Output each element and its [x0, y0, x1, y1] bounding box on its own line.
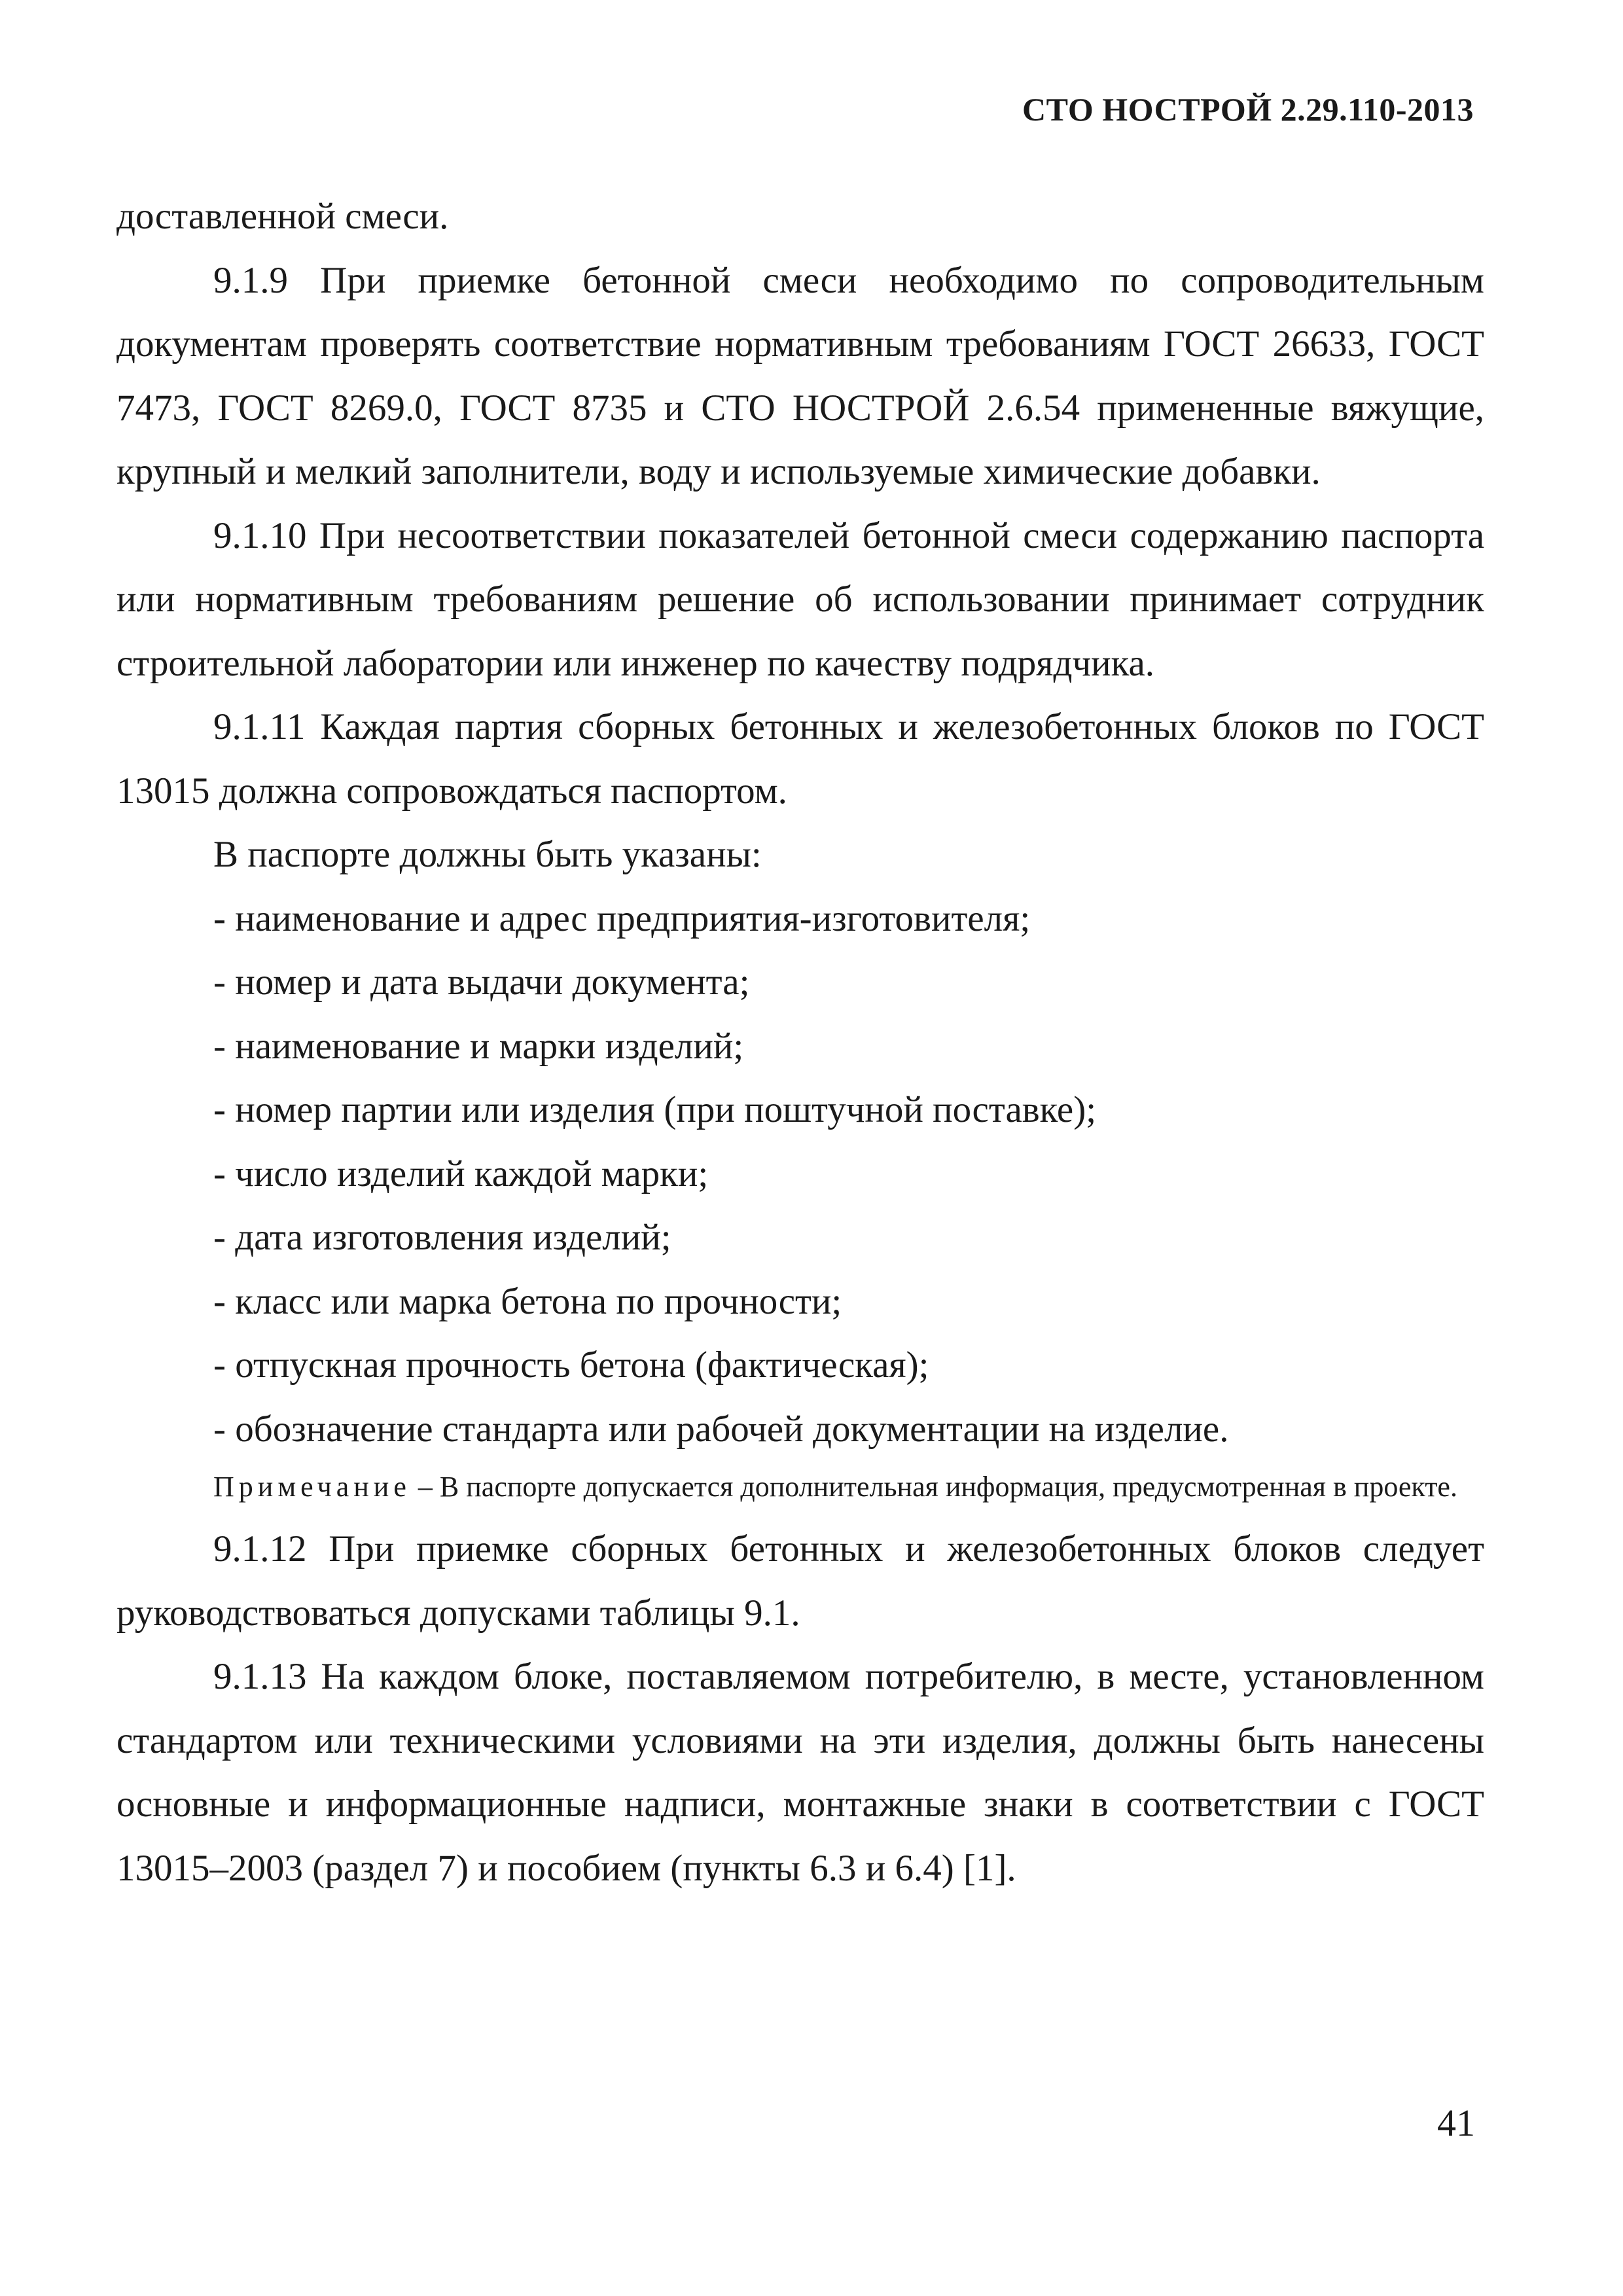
list-item: - отпускная прочность бетона (фактическая);: [213, 1344, 929, 1386]
list-item: - обозначение стандарта или рабочей документации на изделие.: [213, 1408, 1229, 1450]
list-item: - дата изготовления изделий;: [213, 1217, 671, 1258]
paragraph-continuation: доставленной смеси.: [116, 196, 449, 237]
paragraph-9-1-9: 9.1.9 При приемке бетонной смеси необходимо по сопроводительным документам проверять соответствие нормативным требованиям ГОСТ 26633, ГОСТ 7473, ГОСТ 8269.0, ГОСТ 8735 и СТО НОСТРОЙ 2.6.54 примененные вяжущие, крупный и мелкий заполнители, воду и используемые химические добавки.: [116, 259, 1484, 492]
document-body: [116, 185, 1484, 1900]
paragraph-9-1-12: 9.1.12 При приемке сборных бетонных и железобетонных блоков следует руководствоваться допусками таблицы 9.1.: [116, 1528, 1484, 1634]
list-item: - число изделий каждой марки;: [213, 1153, 709, 1194]
paragraph-9-1-13: 9.1.13 На каждом блоке, поставляемом потребителю, в месте, установленном стандартом или техническими условиями на эти изделия, должны быть нанесены основные и информационные надписи, монтажные знаки в соответствии с ГОСТ 13015–2003 (раздел 7) и пособием (пункты 6.3 и 6.4) [1].: [116, 1656, 1484, 1889]
list-item: - номер и дата выдачи документа;: [213, 961, 750, 1003]
list-item: - наименование и марки изделий;: [213, 1025, 744, 1067]
note-text: – В паспорте допускается дополнительная информация, предусмотренная в проекте.: [410, 1471, 1457, 1503]
passport-intro: В паспорте должны быть указаны:: [213, 834, 762, 875]
list-item: - класс или марка бетона по прочности;: [213, 1280, 842, 1322]
paragraph-9-1-10: 9.1.10 При несоответствии показателей бетонной смеси содержанию паспорта или нормативным требованиям решение об использовании принимает сотрудник строительной лаборатории или инженер по качеству подрядчика.: [116, 514, 1484, 684]
paragraph-9-1-11: 9.1.11 Каждая партия сборных бетонных и железобетонных блоков по ГОСТ 13015 должна сопровождаться паспортом.: [116, 706, 1484, 812]
note: [116, 1463, 1484, 1511]
standard-header: СТО НОСТРОЙ 2.29.110-2013: [1022, 91, 1474, 128]
note-label: Примечание: [213, 1471, 411, 1503]
page-number: 41: [1437, 2102, 1475, 2144]
list-item: - наименование и адрес предприятия-изготовителя;: [213, 897, 1031, 939]
list-item: - номер партии или изделия (при поштучной поставке);: [213, 1089, 1097, 1130]
